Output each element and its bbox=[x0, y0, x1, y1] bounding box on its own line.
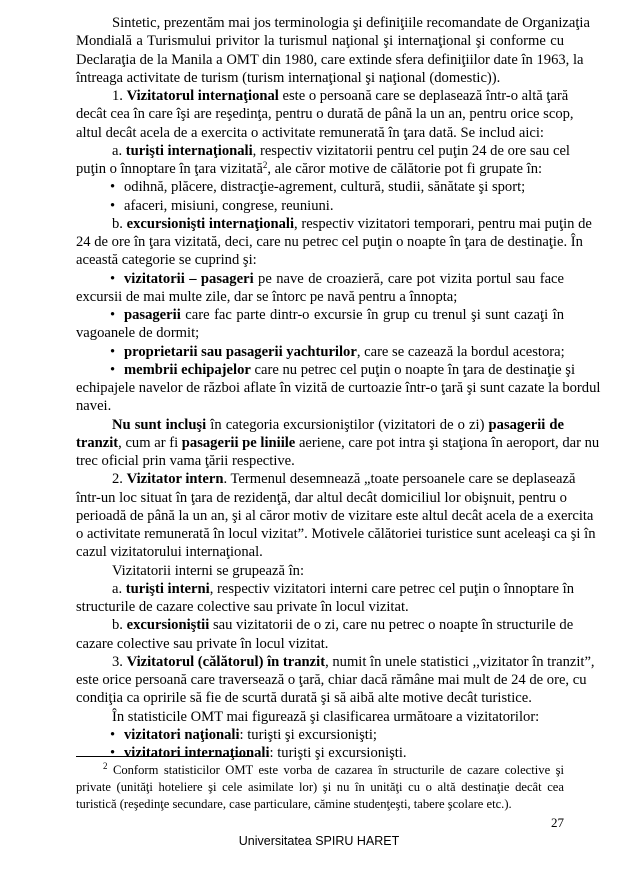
footnote-line: turistică (reşedinţe secundare, case particulare, cămine studenţeşti, tabere şcolare etc.). bbox=[76, 797, 512, 811]
paragraph-line: altul decât acela de a exercita o activitate remunerată în ţara dată. Se includ aici: bbox=[76, 124, 544, 141]
bullet-icon: • bbox=[110, 726, 116, 743]
paragraph-line: navei. bbox=[76, 398, 112, 415]
paragraph-line: este orice persoană care traversează o ţară, chiar dacă rămâne mai mult de 24 de ore, cu bbox=[76, 672, 587, 688]
paragraph-line: a. turişti interni, respectiv vizitatori interni care petrec cel puţin o înnoptare în bbox=[112, 580, 574, 597]
paragraph-line: vagoanele de dormit; bbox=[76, 325, 200, 342]
footnote-line: private (unităţi hoteliere şi cele asimilate lor) şi nu în unităţi cu o altă destinaţie decât cea bbox=[76, 780, 564, 794]
page-number: 27 bbox=[551, 815, 564, 830]
list-item: • membrii echipajelor care nu petrec cel puţin o noapte în ţara de destinaţie şi bbox=[110, 361, 576, 378]
paragraph-line: perioadă de până la un an, şi al căror motiv de vizitare este altul decât acela de a exercita bbox=[76, 507, 594, 524]
footnote-ref: 2 bbox=[262, 160, 268, 170]
paragraph-line: cazare colective sau private în locul vizitat. bbox=[76, 635, 329, 652]
paragraph-line: condiţia ca opririle să fie de scurtă durată şi să aibă alte motive decât turistice. bbox=[76, 690, 532, 707]
bullet-icon: • bbox=[110, 745, 116, 761]
list-item: • proprietarii sau pasagerii yachturilor, care se cazează la bordul acestora; bbox=[110, 343, 565, 360]
paragraph-line: Declaraţia de la Manila a OMT din 1980, care extinde sfera definiţiilor date în 1963, la bbox=[76, 51, 584, 68]
list-item: • vizitatori internaţionali: turişti şi excursionişti. bbox=[110, 745, 407, 761]
list-item: • vizitatorii – pasageri pe nave de croazieră, care pot vizita portul sau face bbox=[110, 270, 564, 287]
list-item: • odihnă, plăcere, distracţie-agrement, cultură, studii, sănătate şi sport; bbox=[110, 179, 526, 196]
footnote-line: $^2$ Conform statisticilor OMT este vorba de cazarea în structurile de cazare colective şi bbox=[103, 761, 564, 777]
paragraph-line: într-un loc situat în ţara de rezidenţă, dar altul decât domiciliul lor obişnuit, pentru o bbox=[76, 489, 567, 506]
bullet-icon: • bbox=[110, 361, 116, 378]
paragraph-line: Vizitatorii interni se grupează în: bbox=[112, 562, 305, 579]
paragraph-line: Sintetic, prezentăm mai jos terminologia şi definiţiile recomandate de Organizaţia bbox=[112, 15, 590, 31]
paragraph-line: 1. Vizitatorul internaţional este o persoană care se deplasează într-o altă ţară bbox=[112, 88, 569, 104]
footnote-divider bbox=[76, 756, 251, 757]
paragraph-line: b. excursionişti internaţionali, respectiv vizitatori temporari, pentru mai puţin de bbox=[112, 215, 592, 232]
page-footer: Universitatea SPIRU HARET bbox=[238, 834, 400, 848]
paragraph-line: 24 de ore în ţara vizitată, deci, care nu petrec cel puţin o noapte în ţara de destinaţie. În bbox=[76, 234, 583, 250]
paragraph-line: a. turişti internaţionali, respectiv vizitatorii pentru cel puţin 24 de ore sau cel bbox=[112, 142, 570, 159]
paragraph-line: trec oficial prin vama ţării respective. bbox=[76, 453, 295, 469]
paragraph-line: 3. Vizitatorul (călătorul) în tranzit, numit în unele statistici ,,vizitator în tranzit”, bbox=[112, 653, 595, 670]
paragraph-line: cazul vizitatorului internaţional. bbox=[76, 544, 263, 561]
paragraph-line: b. excursioniştii sau vizitatorii de o zi, care nu petrec o noapte în structurile de bbox=[112, 617, 574, 634]
footnote-marker: 2 bbox=[103, 761, 108, 771]
bullet-icon: • bbox=[110, 270, 116, 287]
paragraph-line: În statisticile OMT mai figurează şi clasificarea următoare a vizitatorilor: bbox=[112, 708, 540, 725]
list-item: • afaceri, misiuni, congrese, reuniuni. bbox=[110, 197, 334, 214]
bullet-icon: • bbox=[110, 179, 116, 196]
paragraph-line: decât cea în care îşi are reşedinţa, pentru o durată de până la un an, pentru orice scop, bbox=[76, 106, 574, 123]
bullet-icon: • bbox=[110, 343, 116, 360]
paragraph-line: această categorie se cuprind şi: bbox=[76, 252, 257, 269]
bullet-icon: • bbox=[110, 197, 116, 214]
paragraph-line: echipajele navelor de război aflate în vizită de curtoazie într-o ţară şi sunt cazate la bordul bbox=[76, 380, 601, 396]
paragraph-line: excursii de mai multe zile, dar se întorc pe navă pentru a înnopta; bbox=[76, 288, 458, 305]
paragraph-line: o activitate remunerată în locul vizitat”. Motivele călătoriei turistice sunt aceleaşi ca şi în bbox=[76, 526, 596, 542]
paragraph-line: puţin o înnoptare în ţara vizitată$^2$, ale căror motive de călătorie pot fi grupate în: bbox=[76, 160, 543, 177]
paragraph-line: Nu sunt incluşi în categoria excursioniştilor (vizitatori de o zi) pasagerii de bbox=[112, 416, 564, 433]
paragraph-line: structurile de cazare colective sau private în locul vizitat. bbox=[76, 599, 409, 615]
bullet-icon: • bbox=[110, 307, 116, 323]
paragraph-line: tranzit, cum ar fi pasagerii pe liniile aeriene, care pot intra şi staţiona în aeroport, dar nu bbox=[76, 434, 600, 451]
list-item: • pasagerii care fac parte dintr-o excursie în grup cu trenul şi sunt cazaţi în bbox=[110, 307, 564, 323]
paragraph-line: 2. Vizitator intern. Termenul desemnează „toate persoanele care se deplasează bbox=[112, 471, 576, 488]
paragraph-line: întreaga activitate de turism (turism internaţional şi naţional (domestic)). bbox=[76, 69, 501, 86]
list-item: • vizitatori naţionali: turişti şi excursionişti; bbox=[110, 726, 377, 743]
paragraph-line: Mondială a Turismului privitor la turismul naţional şi internaţional şi conforme cu bbox=[76, 33, 564, 50]
